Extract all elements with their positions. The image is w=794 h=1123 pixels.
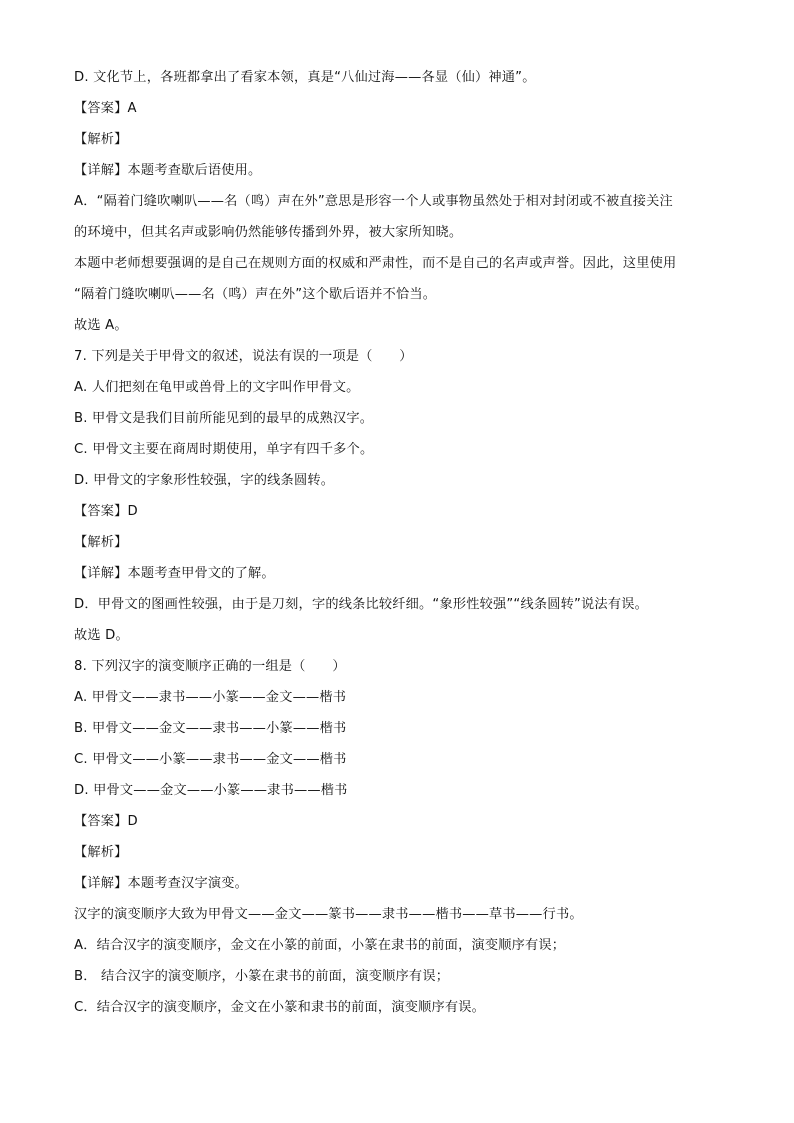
choose-line-q6: 故选 A。 bbox=[74, 318, 128, 333]
explanation-line-4: “隔着门缝吹喇叭——名（鸣）声在外”这个歇后语并不恰当。 bbox=[74, 287, 437, 302]
question-8-option-b: B. 甲骨文——金文——隶书——小篆——楷书 bbox=[74, 721, 347, 736]
question-7-option-c: C. 甲骨文主要在商周时期使用，单字有四千多个。 bbox=[74, 442, 374, 457]
question-7-option-b: B. 甲骨文是我们目前所能见到的最早的成熟汉字。 bbox=[74, 411, 374, 426]
question-7: 7. 下列是关于甲骨文的叙述，说法有误的一项是（ ） bbox=[74, 349, 413, 364]
explanation-line-q8-2: A．结合汉字的演变顺序，金文在小篆的前面，小篆在隶书的前面，演变顺序有误； bbox=[74, 938, 566, 953]
explanation-line-3: 本题中老师想要强调的是自己在规则方面的权威和严肃性，而不是自己的名声或声誉。因此，这里使用 bbox=[74, 256, 677, 271]
analysis-label-q6: 【解析】 bbox=[74, 132, 128, 147]
explanation-line-q8-1: 汉字的演变顺序大致为甲骨文——金文——篆书——隶书——楷书——草书——行书。 bbox=[74, 907, 583, 922]
question-8: 8. 下列汉字的演变顺序正确的一组是（ ） bbox=[74, 659, 346, 674]
question-8-option-d: D. 甲骨文——金文——小篆——隶书——楷书 bbox=[74, 783, 348, 798]
explanation-line-q7: D．甲骨文的图画性较强，由于是刀刻，字的线条比较纤细。“象形性较强”“线条圆转”说法有误。 bbox=[74, 597, 648, 612]
question-7-option-a: A. 人们把刻在龟甲或兽骨上的文字叫作甲骨文。 bbox=[74, 380, 360, 395]
detail-line-q7: 【详解】本题考查甲骨文的了解。 bbox=[74, 566, 275, 581]
detail-line-q6: 【详解】本题考查歇后语使用。 bbox=[74, 163, 262, 178]
answer-label-q6: 【答案】A bbox=[74, 101, 137, 116]
question-8-option-c: C. 甲骨文——小篆——隶书——金文——楷书 bbox=[74, 752, 347, 767]
answer-label-q7: 【答案】D bbox=[74, 504, 138, 519]
question-7-option-d: D. 甲骨文的字象形性较强，字的线条圆转。 bbox=[74, 473, 335, 488]
explanation-line-2: 的环境中，但其名声或影响仍然能够传播到外界，被大家所知晓。 bbox=[74, 225, 463, 240]
explanation-line-q8-3: B． 结合汉字的演变顺序，小篆在隶书的前面，演变顺序有误； bbox=[74, 969, 450, 984]
answer-label-q8: 【答案】D bbox=[74, 814, 138, 829]
choose-line-q7: 故选 D。 bbox=[74, 628, 129, 643]
question-8-option-a: A. 甲骨文——隶书——小篆——金文——楷书 bbox=[74, 690, 347, 705]
detail-line-q8: 【详解】本题考查汉字演变。 bbox=[74, 876, 249, 891]
option-d-q6: D. 文化节上，各班都拿出了看家本领，真是“八仙过海——各显（仙）神通”。 bbox=[74, 70, 536, 85]
explanation-line-q8-4: C．结合汉字的演变顺序，金文在小篆和隶书的前面，演变顺序有误。 bbox=[74, 1000, 486, 1015]
analysis-label-q8: 【解析】 bbox=[74, 845, 128, 860]
explanation-line-1: A．“隔着门缝吹喇叭——名（鸣）声在外”意思是形容一个人或事物虽然处于相对封闭或不被直接关注 bbox=[74, 194, 673, 209]
analysis-label-q7: 【解析】 bbox=[74, 535, 128, 550]
